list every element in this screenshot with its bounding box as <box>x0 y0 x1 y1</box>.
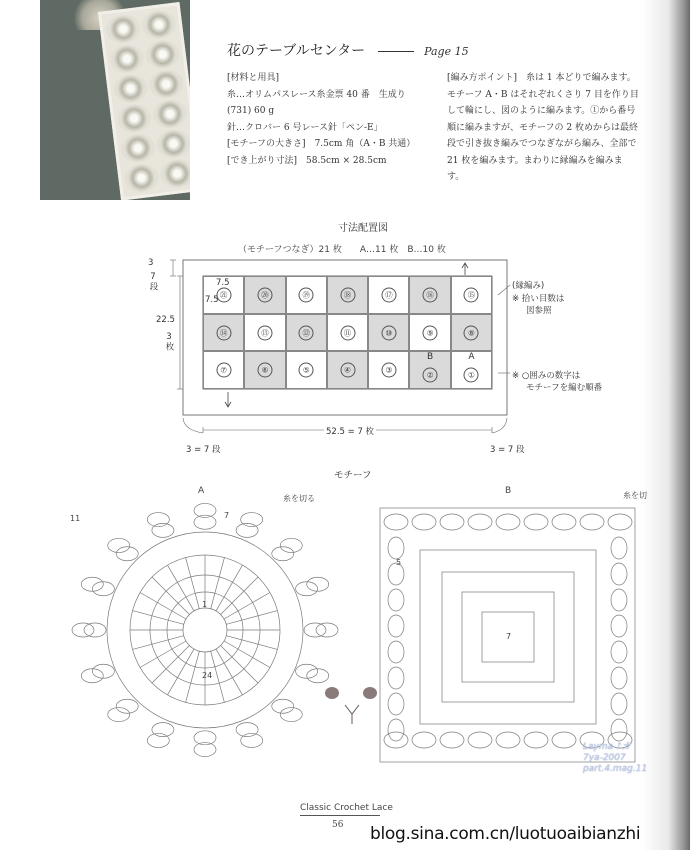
layout-diagram-title: 寸法配置図 <box>338 223 388 234</box>
dim-total-height: 22.5 <box>156 315 175 325</box>
materials-line: [モチーフの大きさ] 7.5cm 角（A・B 共通） <box>227 139 416 149</box>
dim-total-width: 52.5 = 7 枚 <box>326 427 375 437</box>
materials-heading: [材料と用具] <box>227 73 280 83</box>
pattern-title-text: 花のテーブルセンター <box>227 43 366 59</box>
materials-line: [でき上がり寸法] 58.5cm × 28.5cm <box>227 155 387 166</box>
motif-chart-title: モチーフ <box>334 470 372 481</box>
motif-type-tag: B <box>427 352 434 363</box>
dim-border-bottom-left: 3 = 7 段 <box>186 445 221 455</box>
watermark-line-3: part.4.mag.11 <box>583 764 648 774</box>
note-circled-numbers: ※ ○囲みの数字は <box>512 371 581 381</box>
note-pickup-count-ref: 図参照 <box>526 306 552 316</box>
motif-a-round-11: 11 <box>70 514 81 523</box>
blog-url-watermark: blog.sina.com.cn/luotuoaibianzhi <box>370 824 641 844</box>
motif-b-label: B <box>505 486 512 496</box>
dim-border-left-rows: 7段 <box>148 272 158 291</box>
dim-motif-height: 7.5 <box>205 295 219 305</box>
motif-order-number: ⑯ <box>423 287 438 302</box>
motif-order-number: ⑬ <box>257 325 272 340</box>
motif-order-number: ⑥ <box>257 363 272 378</box>
motif-a-label: A <box>198 486 205 496</box>
motif-order-number: ① <box>464 367 479 382</box>
motif-order-number: ㉑ <box>216 287 231 302</box>
materials-line: 針…クロバー 6 号レース針「ペン-E」 <box>227 122 383 133</box>
motif-b-round-5: 5 <box>396 558 402 567</box>
page-reference: Page 15 <box>424 45 469 58</box>
motif-order-number: ⑦ <box>216 363 231 378</box>
note-circled-numbers-meaning: モチーフを編む順番 <box>526 383 603 393</box>
edging-label: (縁編み) <box>512 281 545 291</box>
watermark-line-2: 7ya-2007 <box>583 753 626 763</box>
motif-order-number: ⑩ <box>381 325 396 340</box>
motif-chart-mascot <box>325 687 377 724</box>
motif-order-number: ⑫ <box>299 325 314 340</box>
dim-motif-width: 7.5 <box>216 278 230 288</box>
motif-type-tag: A <box>468 352 475 363</box>
motif-order-number: ② <box>423 367 438 382</box>
motif-order-number: ③ <box>381 363 396 378</box>
points-heading: [編み方ポイント] <box>447 73 518 83</box>
motif-b-round-7: 7 <box>506 632 512 641</box>
motif-order-number: ⑱ <box>340 287 355 302</box>
motif-order-number: ⑳ <box>257 287 272 302</box>
motif-order-number: ⑤ <box>299 363 314 378</box>
footer-rule <box>300 815 380 816</box>
motif-a-cut-yarn: 糸を切る <box>283 494 315 503</box>
book-title-footer: Classic Crochet Lace <box>300 803 393 813</box>
materials-line: 糸…オリムパスレース糸金票 40 番 生成り <box>227 89 406 100</box>
points-text: 糸は 1 本どりで編みます。モチーフ A・B はそれぞれくさり 7 目を作り目して輪にし、図のように編みます。①から番号順に編みますが、モチーフの 2 枚めからは最終段で引き抜き編みでつなぎながら編み、全部で 21 枚を編みます。まわりに縁編みを編みます。 <box>447 73 639 182</box>
motif-order-number: ⑲ <box>299 287 314 302</box>
motif-b-cut-yarn: 糸を切 <box>623 491 647 500</box>
motif-order-number: ④ <box>340 363 355 378</box>
motif-order-number: ⑮ <box>464 287 479 302</box>
motif-order-number: ⑨ <box>423 325 438 340</box>
watermark-line-1: Layma ♪ガ <box>583 742 631 752</box>
dim-total-height-count: 3枚 <box>164 332 174 351</box>
materials-line: (731) 60 g <box>227 106 275 116</box>
scanner-watermark <box>583 742 647 775</box>
dim-border-bottom-right: 3 = 7 段 <box>490 445 525 455</box>
page-number: 56 <box>332 820 344 830</box>
motif-count-line: （モチーフつなぎ）21 枚 A…11 枚 B…10 枚 <box>238 245 446 255</box>
motif-a-round-24: 24 <box>202 671 213 680</box>
motif-a-round-1: 1 <box>202 600 208 609</box>
motif-a-chart <box>72 503 338 756</box>
motif-order-number: ⑰ <box>381 287 396 302</box>
dim-border-left: 3 <box>148 258 154 268</box>
note-pickup-count: ※ 拾い目数は <box>512 294 565 304</box>
motif-a-round-7: 7 <box>224 511 230 520</box>
motif-order-number: ⑪ <box>340 325 355 340</box>
motif-order-number: ⑭ <box>216 325 231 340</box>
motif-order-number: ⑧ <box>464 325 479 340</box>
